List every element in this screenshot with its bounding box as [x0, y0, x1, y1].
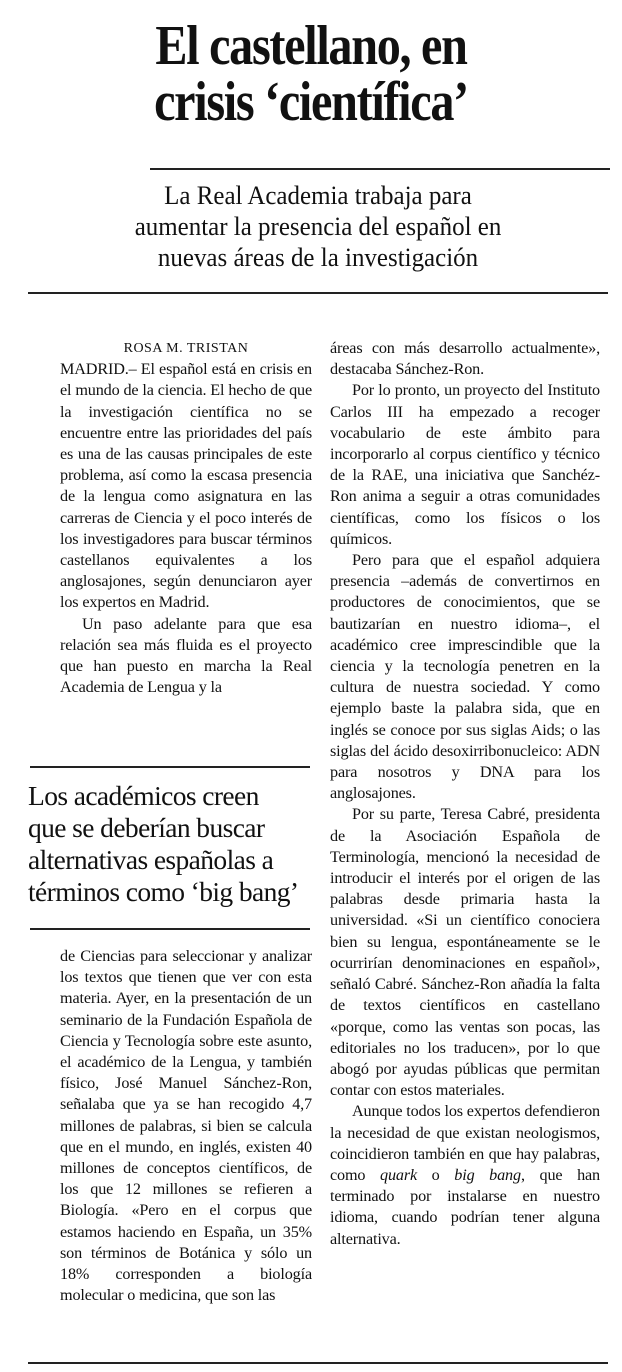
- pullquote: [28, 780, 310, 908]
- paragraph-final: [330, 1101, 600, 1249]
- text-run: o: [417, 1165, 455, 1184]
- paragraph: Un paso adelante para que esa relación sea más fluida es el proyecto que han puesto en marcha la Real Academia de Lengua y la: [60, 614, 312, 697]
- subheadline-line-1: La Real Academia trabaja para: [164, 181, 472, 210]
- text-run: Aunque todos los expertos defendieron la necesidad de que existan neologismos, coincidieron también en que hay palabras, como: [330, 1102, 600, 1184]
- paragraph: Por lo pronto, un proyecto del Instituto Carlos III ha empezado a recoger vocabulario de este ámbito para incorporarlo al corpus científico y técnico de la RAE, una iniciativa que Sanchéz-Ron anima a seguir a otras comunidades científicas, como los físicos o los químicos.: [330, 381, 600, 548]
- subheadline: [107, 180, 529, 273]
- column-1-top: [60, 338, 312, 698]
- paragraph: áreas con más desarrollo actualmente», destacaba Sánchez-Ron.: [330, 339, 600, 379]
- pullquote-bottom-rule: [30, 928, 310, 930]
- paragraph: Por su parte, Teresa Cabré, presidenta de la Asociación Española de Terminología, mencionó la necesidad de introducir el interés por el origen de las palabras desde primaria hasta la universidad. «Si un científico conociera bien su lengua, espontáneamente se le ocurrirían denominaciones en español», señaló Cabré. Sánchez-Ron añadía la falta de textos científicos en castellano «porque, como las ventas son pocas, las editoriales no los traducen», por lo que abogó por ayudas públicas que permitan contar con estos materiales.: [330, 805, 600, 1100]
- pullquote-top-rule: [30, 766, 310, 768]
- italic-term: quark: [380, 1165, 418, 1184]
- pullquote-line-3: alternativas españolas a: [28, 844, 274, 875]
- bottom-rule: [28, 1362, 608, 1364]
- headline: [44, 15, 579, 133]
- subheadline-line-3: nuevas áreas de la investigación: [157, 243, 479, 272]
- pullquote-line-2: que se deberían buscar: [28, 812, 265, 843]
- pullquote-line-1: Los académicos creen: [28, 780, 259, 811]
- text-run: , que han terminado por instalarse en nuestro idioma, cuando podrían tener alguna alternativa.: [330, 1165, 600, 1248]
- headline-line-1: El castellano, en: [155, 15, 467, 77]
- italic-term: big bang: [454, 1165, 521, 1184]
- headline-line-2: crisis ‘científica’: [154, 71, 468, 133]
- subheadline-line-2: aumentar la presencia del español en: [134, 212, 502, 241]
- column-1-bottom: [60, 946, 312, 1306]
- headline-rule: [150, 168, 610, 170]
- paragraph: de Ciencias para seleccionar y analizar los textos que tienen que ver con esta materia. Ayer, en la presentación de un seminario de la Fundación Española de Ciencia y Tecnología sobre este asunto, el académico de la Lengua, y también físico, José Manuel Sánchez-Ron, señalaba que ya se han recogido 4,7 millones de palabras, si bien se calcula que en el mundo, en inglés, existen 40 millones de conceptos científicos, de los que 12 millones se refieren a Biología. «Pero en el corpus que estamos haciendo en España, un 35% son términos de Botánica y sólo un 18% corresponden a biología molecular o medicina, que son las: [60, 947, 312, 1305]
- paragraph: Pero para que el español adquiera presencia –además de convertirnos en productores de conocimientos, que se bautizarían en nuestro idioma–, el académico cree imprescindible que la ciencia y la tecnología penetren en la cultura de nuestra sociedad. Y como ejemplo baste la palabra sida, que en inglés se conoce por sus siglas Aids; o las siglas del ácido desoxirribonucleico: ADN para nosotros y DNA para los anglosajones.: [330, 551, 600, 803]
- pullquote-line-4: términos como ‘big bang’: [28, 876, 299, 907]
- column-2: [330, 338, 600, 1250]
- subheadline-rule: [28, 292, 608, 294]
- paragraph: MADRID.– El español está en crisis en el mundo de la ciencia. El hecho de que la investigación científica no se encuentre entre las prioridades del país es una de las causas principales de este problema, así como la escasa presencia de la lengua como asignatura en las carreras de Ciencia y el poco interés de los investigadores para buscar términos castellanos equivalentes a los anglosajones, según denunciaron ayer los expertos en Madrid.: [60, 360, 312, 612]
- byline: ROSA M. TRISTAN: [123, 341, 249, 356]
